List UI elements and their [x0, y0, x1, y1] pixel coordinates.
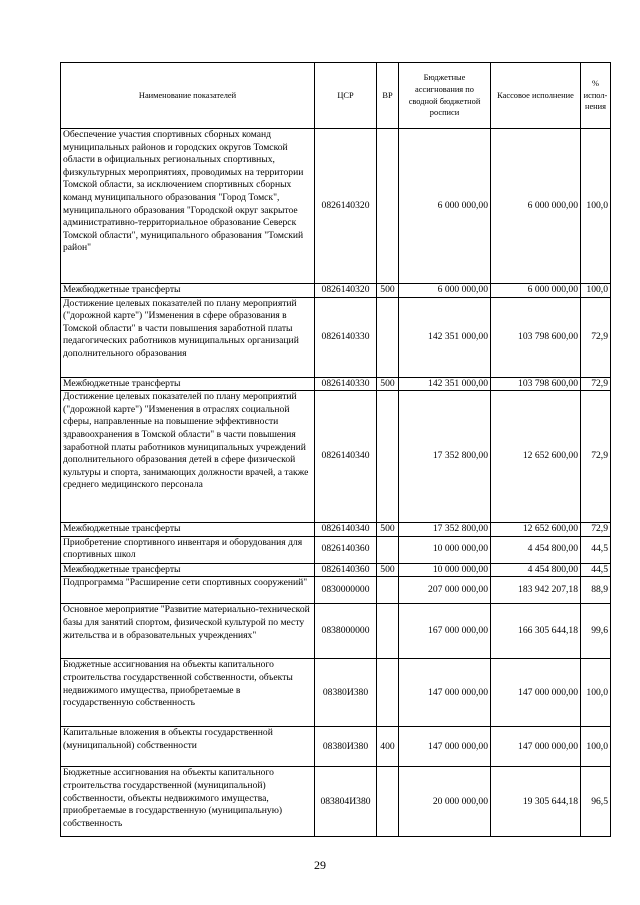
row-allocation: 10 000 000,00	[399, 563, 491, 577]
row-allocation: 6 000 000,00	[399, 284, 491, 298]
row-vr	[377, 767, 399, 837]
table-row	[61, 604, 611, 659]
row-csr: 0826140360	[315, 536, 377, 563]
row-vr: 400	[377, 727, 399, 767]
row-percent: 88,9	[581, 577, 611, 604]
row-percent: 100,0	[581, 659, 611, 727]
row-percent: 100,0	[581, 727, 611, 767]
row-vr	[377, 604, 399, 659]
row-csr: 0830000000	[315, 577, 377, 604]
budget-execution-table	[60, 62, 611, 837]
row-allocation: 6 000 000,00	[399, 129, 491, 284]
row-percent: 100,0	[581, 284, 611, 298]
row-vr	[377, 297, 399, 377]
row-name: Межбюджетные трансферты	[61, 284, 315, 298]
row-csr: 08380И380	[315, 659, 377, 727]
row-name: Достижение целевых показателей по плану мероприятий ("дорожной карте") "Изменения в отраслях социальной сферы, направленные на повышение эффективности здравоохранения в Томской области" в части повышения заработной платы работников муниципальных учреждений дополнительного образования детей в сфере физической культуры и спорта, занимающих должности врачей, а также среднего медицинского персонала	[61, 391, 315, 523]
row-percent: 44,5	[581, 536, 611, 563]
table-row	[61, 297, 611, 377]
row-name: Обеспечение участия спортивных сборных команд муниципальных районов и городских округов Томской области в официальных региональных спортивных, физкультурных мероприятиях, проводимых на территории Томской области, за исключением спортивных сборных команд муниципального образования "Город Томск", муниципального образования "Городской округ закрытое административно-территориальное образование Северск Томской области", муниципального образования "Томский район"	[61, 129, 315, 284]
table-row	[61, 523, 611, 537]
row-cash: 147 000 000,00	[491, 727, 581, 767]
row-percent: 72,9	[581, 523, 611, 537]
row-allocation: 207 000 000,00	[399, 577, 491, 604]
row-allocation: 142 351 000,00	[399, 297, 491, 377]
row-name: Бюджетные ассигнования на объекты капитального строительства государственной собственности, объекты недвижимого имущества, приобретаемые в государственную собственность	[61, 659, 315, 727]
table-row	[61, 284, 611, 298]
row-vr	[377, 391, 399, 523]
row-name: Межбюджетные трансферты	[61, 377, 315, 391]
row-vr	[377, 129, 399, 284]
row-name: Достижение целевых показателей по плану мероприятий ("дорожной карте") "Изменения в сфере образования в Томской области" в части повышения заработной платы педагогических работников муниципальных организаций дополнительного образования	[61, 297, 315, 377]
row-csr: 0826140320	[315, 129, 377, 284]
row-cash: 103 798 600,00	[491, 377, 581, 391]
row-allocation: 10 000 000,00	[399, 536, 491, 563]
table-row	[61, 377, 611, 391]
header-allocations: Бюджетные ассигнования по сводной бюджетной росписи	[399, 63, 491, 129]
row-allocation: 17 352 800,00	[399, 523, 491, 537]
table-row	[61, 659, 611, 727]
table-row	[61, 391, 611, 523]
row-cash: 166 305 644,18	[491, 604, 581, 659]
row-csr: 083804И380	[315, 767, 377, 837]
row-cash: 183 942 207,18	[491, 577, 581, 604]
table-row	[61, 767, 611, 837]
row-name: Межбюджетные трансферты	[61, 523, 315, 537]
page-number: 29	[314, 858, 326, 872]
row-csr: 08380И380	[315, 727, 377, 767]
row-allocation: 17 352 800,00	[399, 391, 491, 523]
header-cash: Кассовое исполнение	[491, 63, 581, 129]
row-vr: 500	[377, 284, 399, 298]
row-csr: 0826140360	[315, 563, 377, 577]
row-allocation: 147 000 000,00	[399, 659, 491, 727]
table-row	[61, 536, 611, 563]
row-name: Основное мероприятие "Развитие материально-технической базы для занятий спортом, физической культурой по месту жительства и в образовательных учреждениях"	[61, 604, 315, 659]
row-percent: 72,9	[581, 377, 611, 391]
table-header-row	[61, 63, 611, 129]
row-allocation: 142 351 000,00	[399, 377, 491, 391]
row-cash: 12 652 600,00	[491, 391, 581, 523]
row-vr: 500	[377, 563, 399, 577]
table-row	[61, 727, 611, 767]
row-cash: 147 000 000,00	[491, 659, 581, 727]
row-name: Приобретение спортивного инвентаря и оборудования для спортивных школ	[61, 536, 315, 563]
row-percent: 100,0	[581, 129, 611, 284]
row-vr	[377, 659, 399, 727]
header-name: Наименование показателей	[61, 63, 315, 129]
row-vr: 500	[377, 523, 399, 537]
row-percent: 44,5	[581, 563, 611, 577]
row-csr: 0826140340	[315, 391, 377, 523]
row-percent: 72,9	[581, 297, 611, 377]
row-cash: 4 454 800,00	[491, 563, 581, 577]
table-row	[61, 577, 611, 604]
row-cash: 19 305 644,18	[491, 767, 581, 837]
row-cash: 6 000 000,00	[491, 284, 581, 298]
row-name: Бюджетные ассигнования на объекты капитального строительства государственной (муниципальной) собственности, объекты недвижимого имущества, приобретаемые в государственную (муниципальную) собственность	[61, 767, 315, 837]
row-allocation: 167 000 000,00	[399, 604, 491, 659]
row-allocation: 20 000 000,00	[399, 767, 491, 837]
table-row	[61, 129, 611, 284]
row-cash: 6 000 000,00	[491, 129, 581, 284]
row-percent: 96,5	[581, 767, 611, 837]
header-percent: % испол-нения	[581, 63, 611, 129]
row-name: Подпрограмма "Расширение сети спортивных сооружений"	[61, 577, 315, 604]
row-csr: 0826140340	[315, 523, 377, 537]
row-name: Капитальные вложения в объекты государственной (муниципальной) собственности	[61, 727, 315, 767]
row-csr: 0826140330	[315, 377, 377, 391]
row-csr: 0826140330	[315, 297, 377, 377]
row-csr: 0826140320	[315, 284, 377, 298]
header-vr: ВР	[377, 63, 399, 129]
row-cash: 103 798 600,00	[491, 297, 581, 377]
table-row	[61, 563, 611, 577]
row-percent: 72,9	[581, 391, 611, 523]
row-csr: 0838000000	[315, 604, 377, 659]
row-vr	[377, 536, 399, 563]
row-cash: 12 652 600,00	[491, 523, 581, 537]
row-cash: 4 454 800,00	[491, 536, 581, 563]
header-csr: ЦСР	[315, 63, 377, 129]
row-allocation: 147 000 000,00	[399, 727, 491, 767]
row-name: Межбюджетные трансферты	[61, 563, 315, 577]
row-percent: 99,6	[581, 604, 611, 659]
row-vr: 500	[377, 377, 399, 391]
row-vr	[377, 577, 399, 604]
